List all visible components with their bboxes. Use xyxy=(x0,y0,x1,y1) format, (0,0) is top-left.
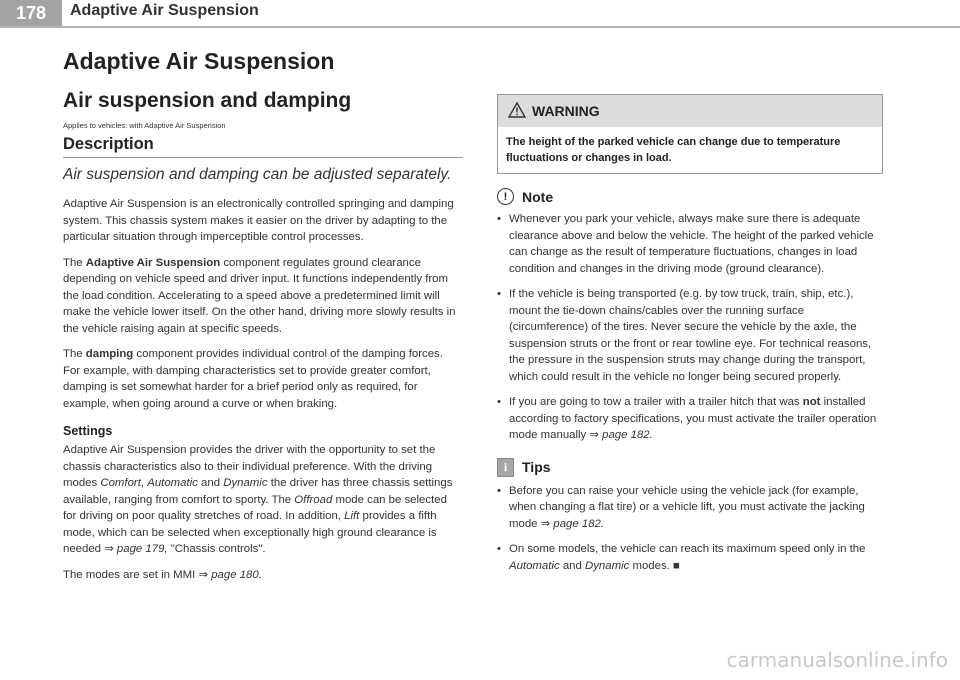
text-span: Before you can raise your vehicle using the vehicle jack (for example, when changing a flat tire) or a vehicle lift, you must activate the jacking mode xyxy=(509,484,865,530)
right-column xyxy=(497,94,883,583)
header-rule xyxy=(0,26,960,28)
text-span: and xyxy=(559,559,585,572)
mode-dynamic: Dynamic xyxy=(223,477,268,489)
tips-info-icon: i xyxy=(497,458,514,477)
text-span: The modes are set in MMI xyxy=(63,568,199,581)
warning-text: The height of the parked vehicle can change due to temperature fluctuations or changes in load. xyxy=(506,136,841,164)
paragraph-mmi xyxy=(63,567,463,584)
tips-header xyxy=(497,458,883,477)
text-span: If you are going to tow a trailer with a trailer hitch that was xyxy=(509,396,803,408)
text-span: and xyxy=(197,477,224,489)
note-label: Note xyxy=(522,188,554,205)
text-span: modes. ■ xyxy=(629,559,680,572)
paragraph-damping xyxy=(63,346,463,412)
applies-to: Applies to vehicles: with Adaptive Air Suspension xyxy=(63,121,226,130)
paragraph-intro: Adaptive Air Suspension is an electronically controlled springing and damping system. This chassis system makes it easier on the driver by adapting to the particular situation through imperceptible control processes. xyxy=(63,198,454,243)
tip-item xyxy=(497,483,883,533)
paragraph-settings xyxy=(63,442,463,558)
settings-title: Settings xyxy=(63,424,113,438)
text-span: installed according to factory specifications, you must activate the trailer operation mode manually xyxy=(509,396,877,441)
page-reference-link[interactable]: ⇒ page 180. xyxy=(198,568,262,581)
left-column xyxy=(63,48,463,592)
page-reference-link[interactable]: ⇒ page 182. xyxy=(589,429,653,441)
mode-lift: Lift xyxy=(344,510,360,522)
note-item: • Whenever you park your vehicle, always make sure there is adequate clearance above and below the vehicle. The height of the parked vehicle can change as the result of temperature fluctuations, changes in load condition and changes in the driving mode (ground clearance). xyxy=(497,211,883,277)
text-span: , xyxy=(140,477,148,489)
running-title: Adaptive Air Suspension xyxy=(70,2,259,19)
mode-automatic: Automatic xyxy=(147,477,198,489)
tip-item xyxy=(497,541,883,574)
warning-label: WARNING xyxy=(532,103,600,119)
bold-term: damping xyxy=(85,348,134,360)
description-title: Description xyxy=(63,135,463,158)
text-span: provides a fifth mode, which can be selected when exceptionally high ground clearance is needed xyxy=(63,510,437,555)
page-number: 178 xyxy=(0,0,62,27)
text-span: The xyxy=(63,348,86,360)
mode-offroad: Offroad xyxy=(294,493,333,506)
section-title: Air suspension and damping xyxy=(63,89,352,112)
mode-automatic: Automatic xyxy=(509,559,560,572)
bold-term: Adaptive Air Suspension xyxy=(85,256,221,269)
mode-dynamic: Dynamic xyxy=(585,559,630,572)
tips-label: Tips xyxy=(522,459,551,475)
mode-comfort: Comfort xyxy=(100,477,141,489)
text-span: On some models, the vehicle can reach its maximum speed only in the xyxy=(509,543,866,555)
watermark: carmanualsonline.info xyxy=(726,648,948,672)
text-span: Adaptive Air Suspension provides the driver with the opportunity to set the chassis characteristics also to their individual preference. With the driving modes xyxy=(63,444,436,489)
text-span: component provides individual control of the damping forces. For example, with damping characteristics set to provide greater comfort, damping is set somewhat harder for a brief period only as required, for example, when going around a curve or when braking. xyxy=(63,348,443,410)
chapter-title: Adaptive Air Suspension xyxy=(63,48,335,74)
bold-term: not xyxy=(802,396,821,408)
text-span: The xyxy=(63,256,86,269)
page-reference-link[interactable]: ⇒ page 179, xyxy=(104,543,168,555)
warning-header xyxy=(498,95,882,127)
text-span: "Chassis controls". xyxy=(167,543,266,555)
note-header xyxy=(497,188,883,205)
page-header xyxy=(0,0,960,28)
text-span: the driver has three chassis settings available, ranging from comfort to sporty. The xyxy=(63,477,453,506)
paragraph-air-suspension xyxy=(63,255,463,338)
note-item: • If the vehicle is being transported (e.g. by tow truck, train, ship, etc.), mount the tie-down chains/cables over the running surface (circumference) of the tires. Never secure the vehicle by the axle, the suspension struts or the front or rear towline eye. For technical reasons, the pressure in the suspension struts may change during the transport, which could result in the vehicle no longer being secured properly. xyxy=(497,286,883,385)
lead-text: Air suspension and damping can be adjusted separately. xyxy=(63,166,452,183)
text-span: component regulates ground clearance depending on vehicle speed and driver input. It functions independently from the load condition. Accelerating to a speed above a predetermined limit will make the vehicle lower itself. On the other hand, driving more slowly results in the vehicle raising again at specific speeds. xyxy=(63,256,456,335)
page-reference-link[interactable]: ⇒ page 182. xyxy=(540,517,605,530)
warning-triangle-icon xyxy=(508,102,526,121)
warning-box xyxy=(497,94,883,174)
note-circle-icon: ! xyxy=(497,188,514,205)
note-item xyxy=(497,394,883,444)
text-span: mode can be selected for driving on poor quality stretches of road. In addition, xyxy=(63,493,447,522)
